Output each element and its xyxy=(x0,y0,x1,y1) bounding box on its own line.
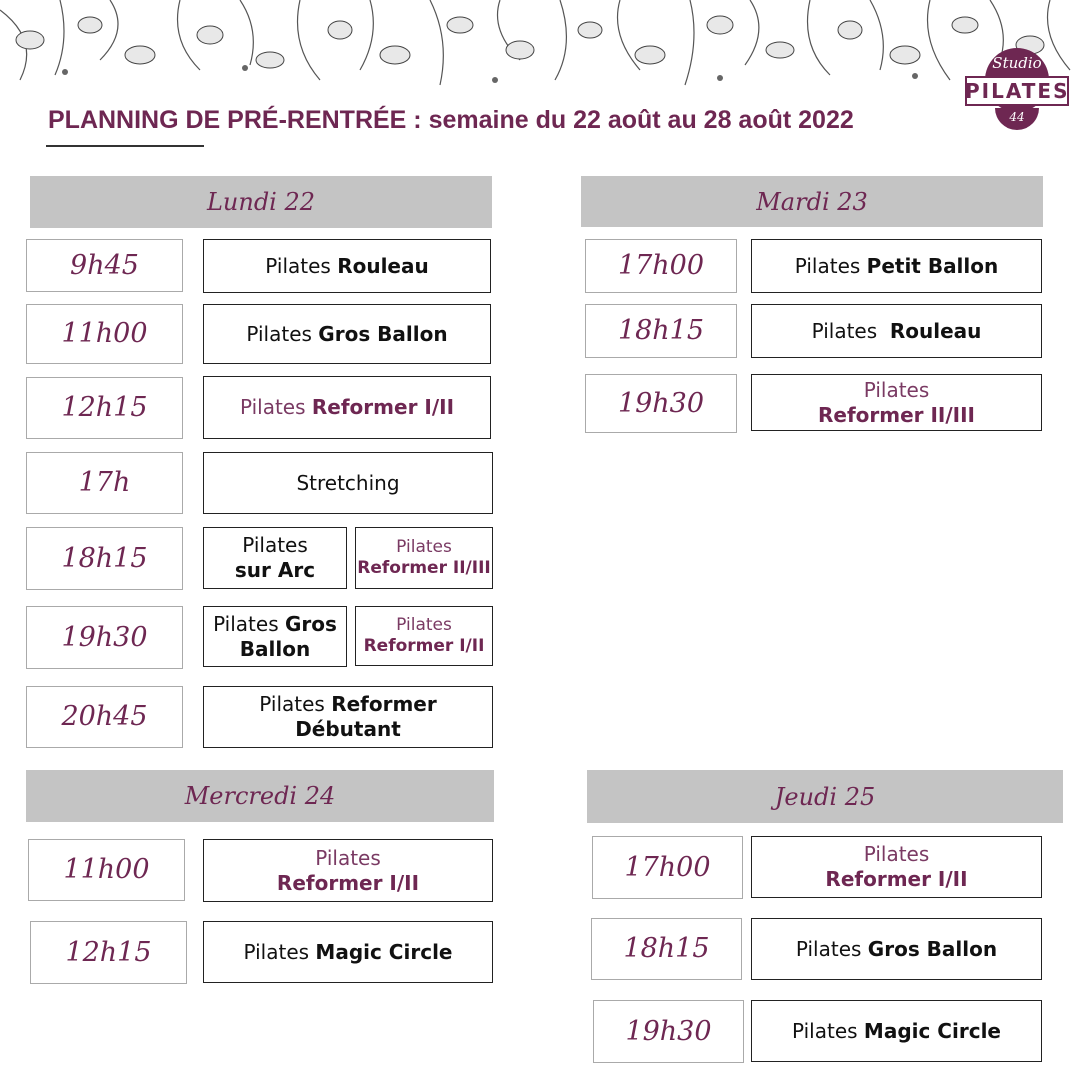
class-prefix: Pilates xyxy=(863,842,930,866)
class-box xyxy=(355,527,493,589)
class-name: Reformer I/II xyxy=(363,636,485,656)
time-slot: 19h30 xyxy=(593,1000,744,1063)
class-name: Rouleau xyxy=(889,318,982,343)
time-slot: 18h15 xyxy=(26,527,183,590)
time-slot: 11h00 xyxy=(26,304,183,364)
class-name: Gros Ballon xyxy=(867,936,998,961)
class-prefix: Pilates xyxy=(396,536,452,557)
class-prefix: Pilates xyxy=(792,1018,864,1043)
logo-pilates-text: PILATES xyxy=(965,79,1070,103)
time-slot: 12h15 xyxy=(26,377,183,439)
class-name: sur Arc xyxy=(234,558,316,582)
floral-decoration xyxy=(0,0,1080,95)
time-slot: 17h xyxy=(26,452,183,514)
class-name: Gros Ballon xyxy=(239,611,337,661)
class-box xyxy=(203,606,347,667)
class-prefix: Pilates xyxy=(811,318,890,343)
time-slot: 17h00 xyxy=(592,836,743,899)
class-name: Magic Circle xyxy=(863,1018,1001,1043)
class-name: Magic Circle xyxy=(315,939,453,964)
time-slot: 18h15 xyxy=(591,918,742,980)
time-slot: 18h15 xyxy=(585,304,737,358)
time-slot: 9h45 xyxy=(26,239,183,292)
title-underline xyxy=(46,145,204,147)
class-box xyxy=(203,304,491,364)
time-slot: 11h00 xyxy=(28,839,185,901)
class-name: Reformer I/II xyxy=(276,870,420,895)
class-prefix: Pilates xyxy=(795,936,868,961)
class-box xyxy=(751,1000,1042,1062)
class-prefix: Pilates xyxy=(246,321,319,346)
class-box xyxy=(751,836,1042,898)
class-prefix: Pilates xyxy=(259,692,332,716)
class-box xyxy=(203,921,493,983)
class-box xyxy=(203,452,493,514)
class-box xyxy=(203,239,491,293)
class-box xyxy=(751,918,1042,980)
class-name: Petit Ballon xyxy=(866,253,999,278)
class-name: Stretching xyxy=(296,470,400,495)
class-box xyxy=(355,606,493,666)
page-title: PLANNING DE PRÉ-RENTRÉE : semaine du 22 août au 28 août 2022 xyxy=(48,106,854,134)
logo-studio-text: Studio xyxy=(992,54,1042,72)
class-box xyxy=(203,527,347,589)
time-slot: 19h30 xyxy=(26,606,183,669)
day-header-lundi: Lundi 22 xyxy=(30,176,492,228)
time-slot: 12h15 xyxy=(30,921,187,984)
class-prefix: Pilates xyxy=(213,611,285,636)
day-header-mercredi: Mercredi 24 xyxy=(26,770,494,822)
class-prefix: Pilates xyxy=(242,533,308,557)
time-slot: 20h45 xyxy=(26,686,183,748)
class-prefix: Pilates xyxy=(243,939,316,964)
class-prefix: Pilates xyxy=(396,614,452,635)
class-name: Reformer II/III xyxy=(357,558,491,578)
class-name-line2: Débutant xyxy=(295,717,401,741)
class-name: Reformer II/III xyxy=(817,402,975,427)
class-box xyxy=(751,304,1042,358)
class-box xyxy=(751,374,1042,431)
class-box xyxy=(751,239,1042,293)
class-name: Reformer xyxy=(331,692,437,716)
class-name: Reformer I/II xyxy=(311,395,455,419)
class-box xyxy=(203,839,493,902)
time-slot: 19h30 xyxy=(585,374,737,433)
class-prefix: Pilates xyxy=(239,395,312,419)
class-prefix: Pilates xyxy=(315,845,381,870)
class-name: Rouleau xyxy=(337,253,429,278)
time-slot: 17h00 xyxy=(585,239,737,293)
logo-number-text: 44 xyxy=(1009,110,1025,124)
class-prefix: Pilates xyxy=(863,377,930,402)
day-header-jeudi: Jeudi 25 xyxy=(587,770,1063,823)
class-box xyxy=(203,376,491,439)
class-name: Reformer I/II xyxy=(825,867,968,891)
class-box xyxy=(203,686,493,748)
class-prefix: Pilates xyxy=(265,253,338,278)
class-name: Gros Ballon xyxy=(318,321,448,346)
day-header-mardi: Mardi 23 xyxy=(581,176,1043,227)
class-prefix: Pilates xyxy=(794,253,867,278)
studio-pilates-logo xyxy=(965,48,1069,132)
